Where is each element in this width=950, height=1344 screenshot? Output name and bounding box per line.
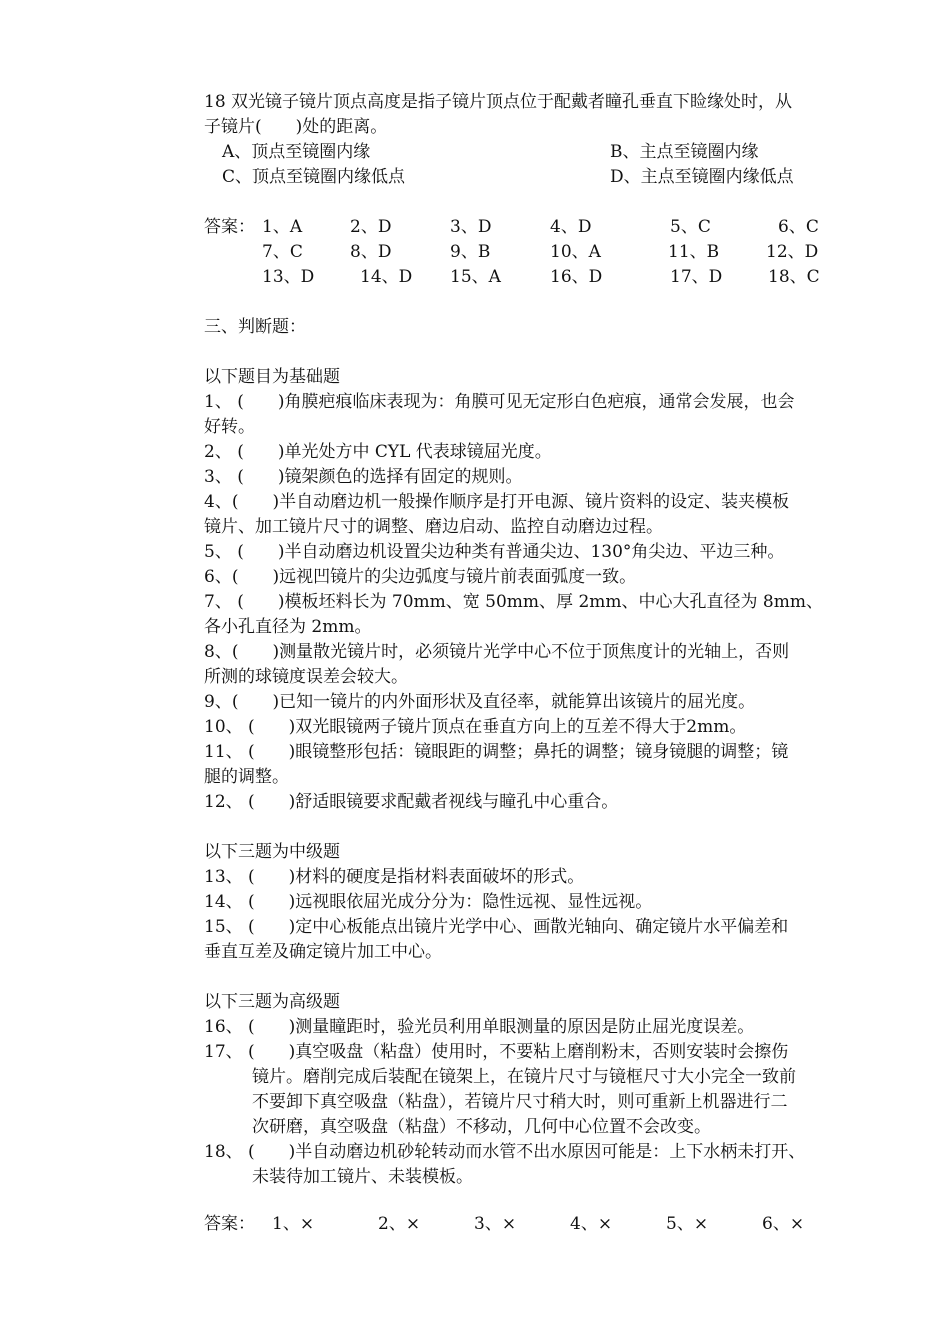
answer-item: 4、× (570, 1214, 613, 1234)
answer-item: 15、A (450, 267, 501, 287)
judge-question-9: 9、( )已知一镜片的内外面形状及直径率，就能算出该镜片的屈光度。 (204, 692, 756, 712)
judge-question-15: 15、 ( )定中心板能点出镜片光学中心、画散光轴向、确定镜片水平偏差和 (204, 917, 789, 937)
judge-question-1: 1、 ( )角膜疤痕临床表现为：角膜可见无定形白色疤痕，通常会发展，也会 (204, 392, 795, 412)
judge-question-4-cont: 镜片、加工镜片尺寸的调整、磨边启动、监控自动磨边过程。 (204, 517, 663, 537)
basic-header: 以下题目为基础题 (204, 367, 340, 387)
answer-item: 9、B (450, 242, 491, 262)
judge-question-18: 18、 ( )半自动磨边机砂轮转动而水管不出水原因可能是：上下水柄未打开、 (204, 1142, 806, 1162)
answer-item: 17、D (670, 267, 723, 287)
option-c: C、顶点至镜圈内缘低点 (222, 167, 406, 187)
judge-question-17: 17、 ( )真空吸盘（粘盘）使用时，不要粘上磨削粉末，否则安装时会擦伤 (204, 1042, 789, 1062)
judge-question-17-cont: 镜片。磨削完成后装配在镜架上，在镜片尺寸与镜框尺寸大小完全一致前 (252, 1067, 796, 1087)
answer-item: 18、C (768, 267, 820, 287)
option-d: D、主点至镜圈内缘低点 (610, 167, 794, 187)
judge-question-11-cont: 腿的调整。 (204, 767, 289, 787)
judge-question-17-cont: 次研磨，真空吸盘（粘盘）不移动，几何中心位置不会改变。 (252, 1117, 711, 1137)
answers-label: 答案： (204, 1214, 255, 1234)
answer-item: 7、C (262, 242, 303, 262)
advanced-header: 以下三题为高级题 (204, 992, 340, 1012)
judge-question-2: 2、 ( )单光处方中 CYL 代表球镜屈光度。 (204, 442, 552, 462)
answer-item: 3、D (450, 217, 492, 237)
judge-question-14: 14、 ( )远视眼依屈光成分分为：隐性远视、显性远视。 (204, 892, 653, 912)
judge-question-6: 6、( )远视凹镜片的尖边弧度与镜片前表面弧度一致。 (204, 567, 637, 587)
judge-question-8: 8、( )测量散光镜片时，必须镜片光学中心不位于顶焦度计的光轴上，否则 (204, 642, 790, 662)
judge-question-3: 3、 ( )镜架颜色的选择有固定的规则。 (204, 467, 523, 487)
intermediate-header: 以下三题为中级题 (204, 842, 340, 862)
answer-item: 12、D (766, 242, 819, 262)
answer-item: 1、× (272, 1214, 315, 1234)
answer-item: 14、D (360, 267, 413, 287)
judge-question-11: 11、 ( )眼镜整形包括：镜眼距的调整；鼻托的调整；镜身镜腿的调整；镜 (204, 742, 789, 762)
answer-item: 8、D (350, 242, 392, 262)
answer-item: 2、× (378, 1214, 421, 1234)
answer-item: 11、B (668, 242, 720, 262)
judge-question-1-cont: 好转。 (204, 417, 255, 437)
judge-question-17-cont: 不要卸下真空吸盘（粘盘），若镜片尺寸稍大时，则可重新上机器进行二 (252, 1092, 788, 1112)
answer-item: 5、C (670, 217, 711, 237)
answer-item: 6、C (778, 217, 819, 237)
judge-question-12: 12、 ( )舒适眼镜要求配戴者视线与瞳孔中心重合。 (204, 792, 619, 812)
answer-item: 6、× (762, 1214, 805, 1234)
judge-question-5: 5、 ( )半自动磨边机设置尖边种类有普通尖边、130°角尖边、平边三种。 (204, 542, 785, 562)
section-title: 三、判断题： (204, 317, 306, 337)
answer-item: 10、A (550, 242, 601, 262)
option-a: A、顶点至镜圈内缘 (222, 142, 371, 162)
judge-question-7: 7、 ( )模板坯料长为 70mm、宽 50mm、厚 2mm、中心大孔直径为 8mm、 (204, 592, 823, 612)
question-18-line-2: 子镜片( )处的距离。 (204, 117, 388, 137)
judge-question-7-cont: 各小孔直径为 2mm。 (204, 617, 372, 637)
answer-item: 3、× (474, 1214, 517, 1234)
answer-item: 13、D (262, 267, 315, 287)
judge-question-8-cont: 所测的球镜度误差会较大。 (204, 667, 408, 687)
judge-question-4: 4、( )半自动磨边机一般操作顺序是打开电源、镜片资料的设定、装夹模板 (204, 492, 790, 512)
judge-question-13: 13、 ( )材料的硬度是指材料表面破坏的形式。 (204, 867, 585, 887)
answers-label: 答案： (204, 217, 255, 237)
option-b: B、主点至镜圈内缘 (610, 142, 759, 162)
judge-question-18-cont: 未装待加工镜片、未装模板。 (252, 1167, 473, 1187)
answer-item: 4、D (550, 217, 592, 237)
answer-item: 2、D (350, 217, 392, 237)
answer-item: 1、A (262, 217, 303, 237)
answer-item: 5、× (666, 1214, 709, 1234)
answer-item: 16、D (550, 267, 603, 287)
judge-question-10: 10、 ( )双光眼镜两子镜片顶点在垂直方向上的互差不得大于2mm。 (204, 717, 747, 737)
judge-question-16: 16、 ( )测量瞳距时，验光员利用单眼测量的原因是防止屈光度误差。 (204, 1017, 755, 1037)
question-18-line-1: 18 双光镜子镜片顶点高度是指子镜片顶点位于配戴者瞳孔垂直下睑缘处时，从 (204, 92, 793, 112)
judge-question-15-cont: 垂直互差及确定镜片加工中心。 (204, 942, 442, 962)
